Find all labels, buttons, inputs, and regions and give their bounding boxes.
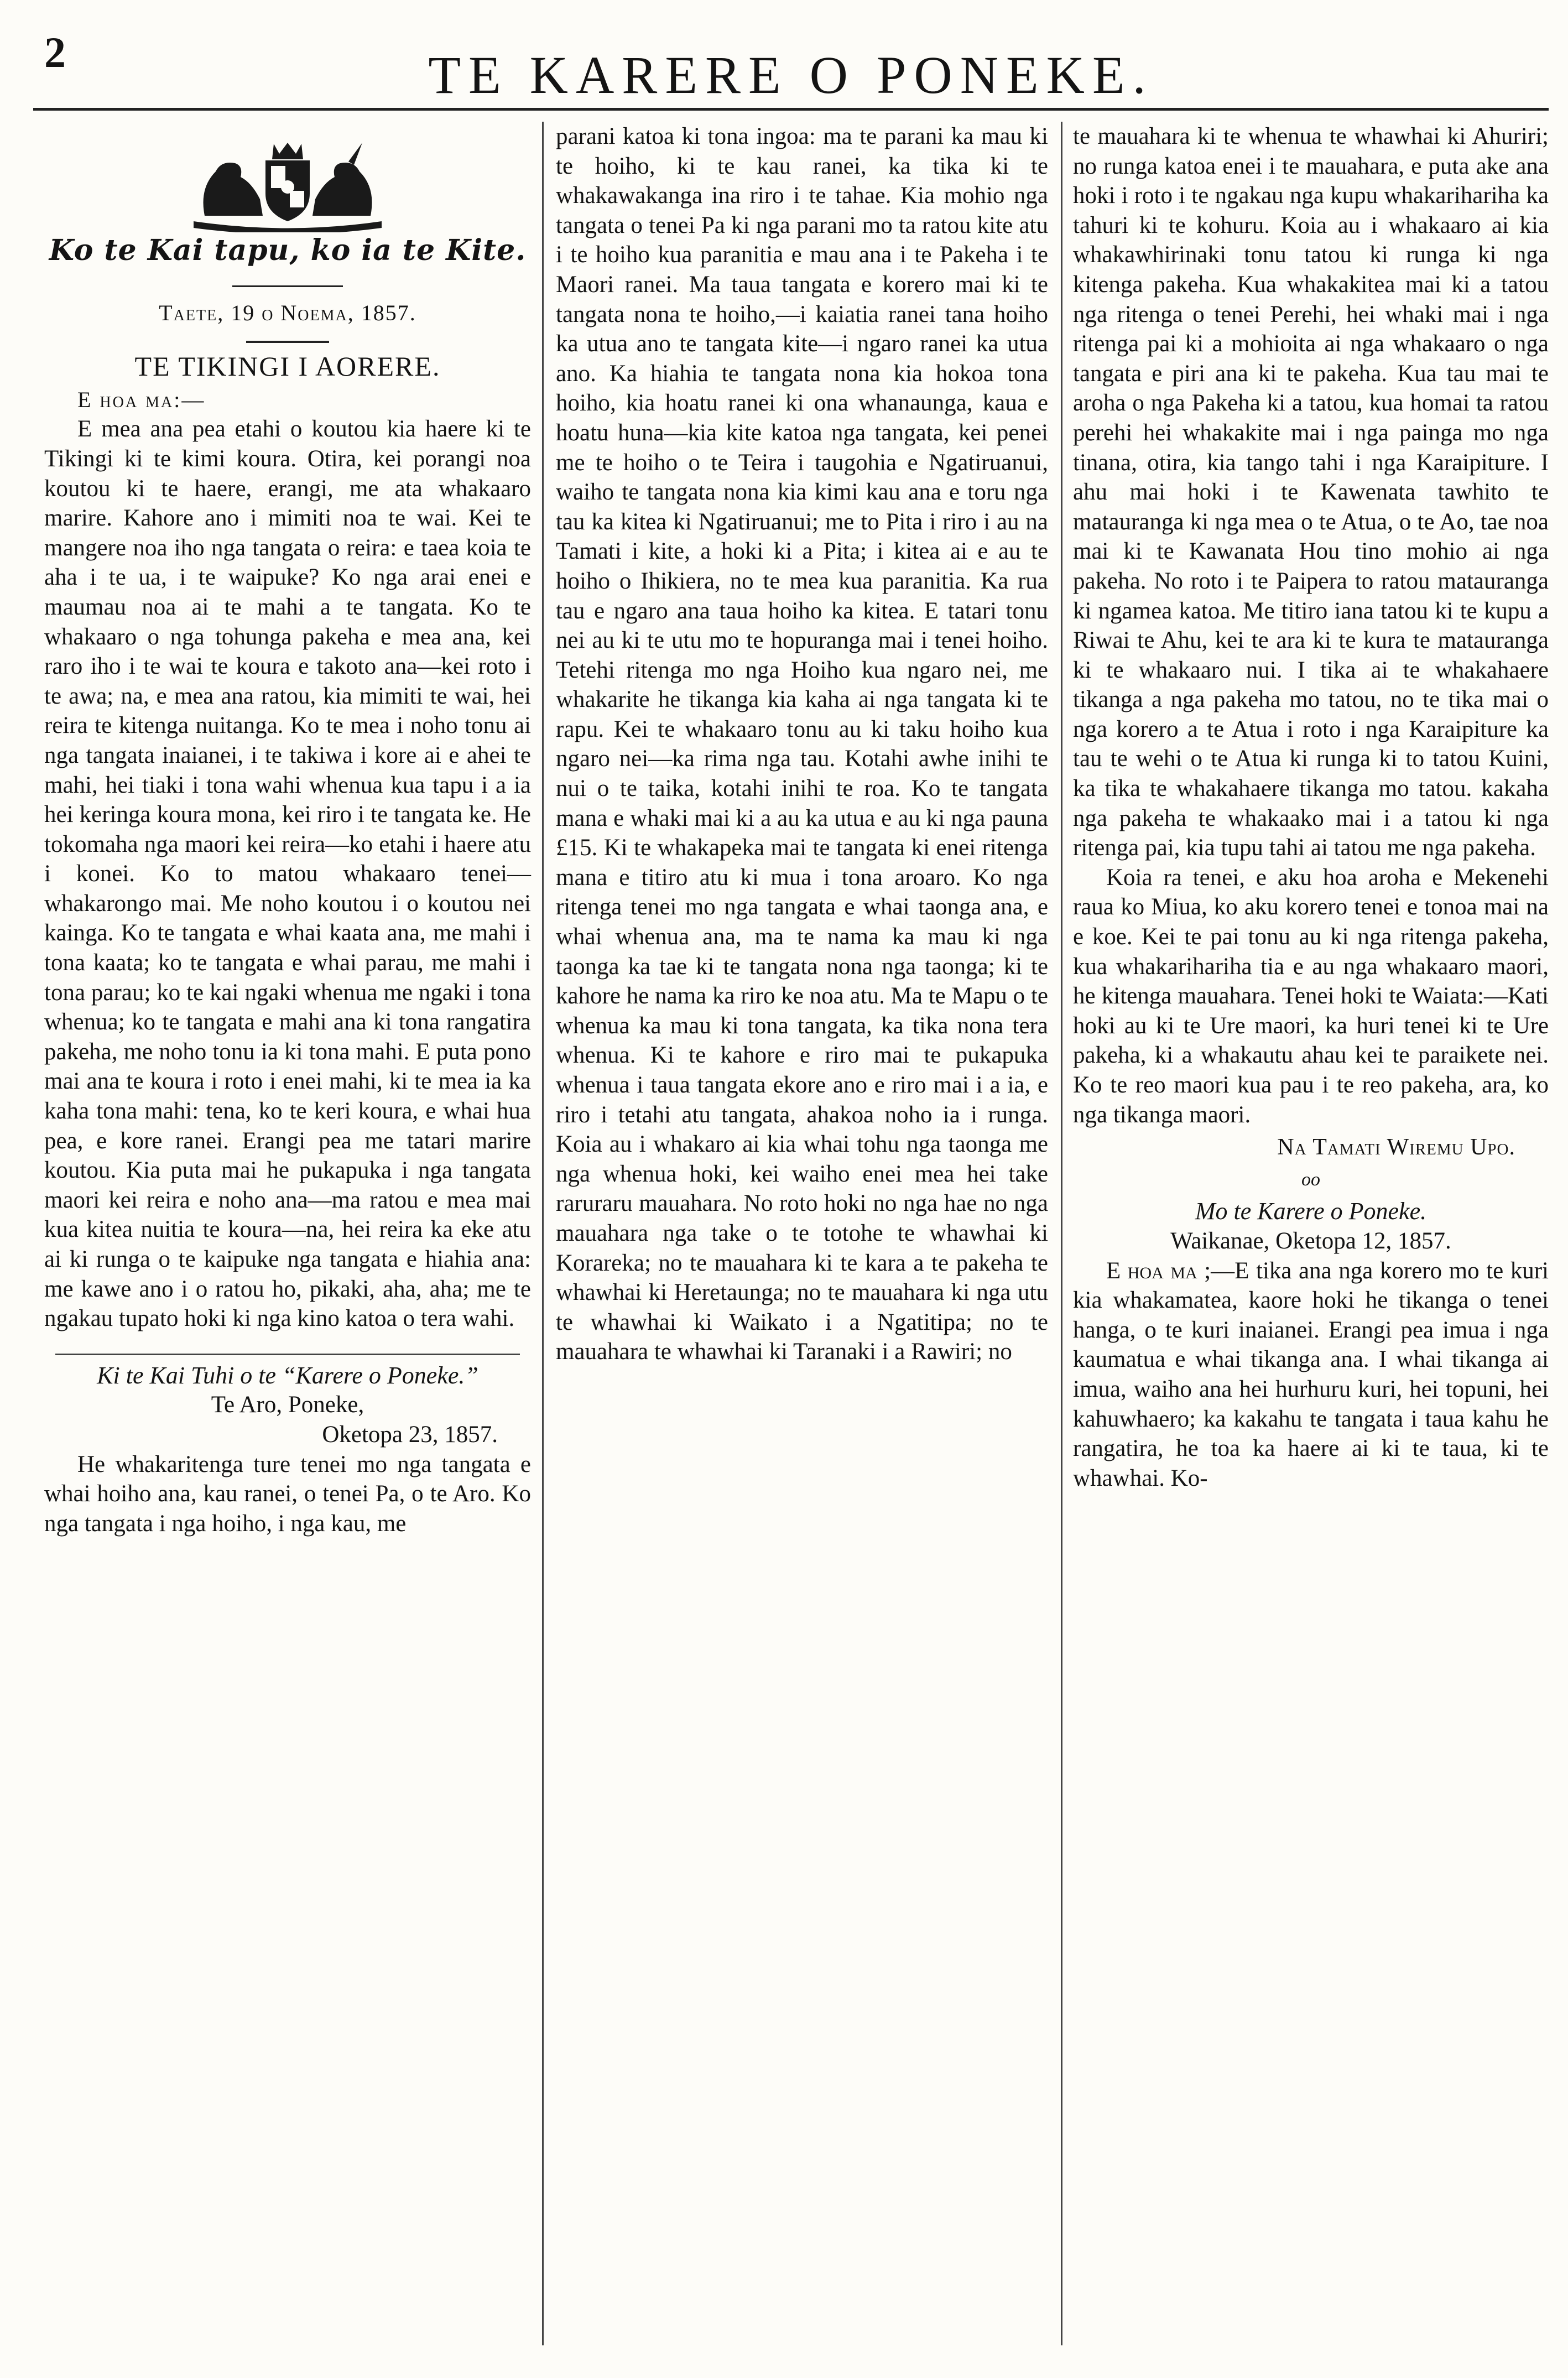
dateline: Taete, 19 o Noema, 1857.	[159, 300, 416, 325]
masthead	[33, 17, 1549, 105]
salutation: E hoa ma ;—	[1106, 1257, 1235, 1284]
column-3	[1073, 122, 1549, 2367]
article-body-closing: Koia ra tenei, e aku hoa aroha e Mekenehi raua ko Miua, ko aku korero tenei e tonoa mai na e koe. Kei te pai tonu au ki nga ritenga pakeha, kua whakarihariha tia e au nga whakaaro maori, he kitenga mauahara. Tenei hoki te Waiata:—Kati hoki au ki te Ure maori, ka huri tenei ki te Ure pakeha, ki a whakautu ahau kei te paraikete nei. Ko te reo maori kua pau i te reo pakeha, ara, ko nga tikanga maori.	[1073, 864, 1549, 1128]
column-2	[556, 122, 1048, 2367]
column-divider	[542, 122, 544, 2345]
page-number: 2	[44, 28, 66, 76]
letter-heading: Mo te Karere o Poneke.	[1195, 1198, 1427, 1225]
letter-body	[1073, 1256, 1549, 1494]
letter-heading: Ki te Kai Tuhi o te “Karere o Poneke.”	[97, 1361, 478, 1389]
divider	[232, 285, 343, 287]
masthead-rule	[33, 108, 1549, 111]
signature: Na Tamati Wiremu Upo.	[1277, 1135, 1515, 1161]
article-title: TE TIKINGI I AORERE.	[134, 351, 441, 382]
letter-text: E tika ana nga korero mo te kuri kia whakamatea, kaore hoki he tikanga o tenei hanga, o te kuri inaianei. Erangi pea imua i nga kaumatua e whai tikanga ana. I whai tikanga ai imua, waiho ana hei hurhuru kuri, hei topuni, hei kahuwhaero; ka kakahu te tangata i taua kahu he rangatira, he toa ka haere ai ki te taua, ki te whawhai. Ko-	[1073, 1257, 1549, 1491]
article-body-continued: te mauahara ki te whenua te whawhai ki Ahuriri; no runga katoa enei i te mauahara, e puta ake ana hoki i roto i te ngakau nga kupu whakarihariha ka tahuri ki te kohuru. Koia au i whakaaro ai kia whakawhirinaki tonu tatou ki runga ki nga kitenga pakeha. Kua whakakitea mai ki a tatou nga ritenga o tenei Perehi, hei whaki mai i nga ritenga pai ki a mohioita ai nga whakaaro o nga tangata e piri ana ki te pakeha. Kua tau mai te aroha o nga Pakeha ki a tatou, kua homai ta ratou perehi hei whakakite mai i nga painga mo nga tinana, otira, kia tango tahi i nga Karaipiture. I ahu mai hoki i te Kawenata tawhito te matauranga ki nga mea o te Atua, o te Ao, tae noa mai ki te Kawanata Hou tino mohio ai nga pakeha. No roto i te Paipera to ratou matauranga ki ngamea katoa. Me titiro iana tatou ki te kupu a Riwai te Ahu, kei te ara ki te kura te matauranga ki te whakaaro nui. I tika ai te whakahaere tikanga a nga pakeha mo tatou, no te tika mai o nga korero a te Atua i roto i nga Karaipiture ka tau te wehi o te Atua ki runga ki to tatou Kuini, ka tika te whakahaere tikanga mo tatou. kakaha nga pakeha te whakaako mai i a tatou ki nga ritenga pai, kia tupu tahi ai tatou me nga pakeha.	[1073, 123, 1549, 861]
column-1	[44, 122, 531, 2367]
letter-place: Te Aro, Poneke,	[211, 1392, 364, 1418]
section-heading: Ko te Kai tapu, ko ia te Kite.	[49, 233, 527, 267]
separator: oo	[1301, 1169, 1320, 1190]
divider	[55, 1354, 520, 1355]
divider	[246, 341, 329, 343]
coat-of-arms-icon	[183, 138, 393, 232]
column-divider	[1061, 122, 1062, 2345]
royal-crest	[44, 138, 531, 232]
newspaper-page	[33, 17, 1549, 2367]
letter-date: Oketopa 23, 1857.	[322, 1421, 498, 1448]
columns	[33, 122, 1549, 2367]
article-body: E mea ana pea etahi o koutou kia haere ki te Tikingi ki te kimi koura. Otira, kei porangi noa koutou ki te haere, erangi, me ata whakaaro marire. Kahore ano i mimiti noa te wai. Kei te mangere noa iho nga tangata o reira: e taea koia te aha i te ua, i te waipuke? Ko nga arai enei e maumau noa ai te mahi a te tangata. Ko te whakaaro o nga tohunga pakeha e mea ana, kei raro iho i te wai te koura e takoto ana—kei roto i te awa; na, e mea ana ratou, kia mimiti te wai, hei reira te kitenga nuitanga. Ko te mea i noho tonu ai nga tangata inaianei, i te takiwa i kore ai e ahei te mahi, hei tiaki i tona wahi whenua kua tapu i a ia hei keringa koura mona, kei riro i te tangata ke. He tokomaha nga maori kei reira—ko etahi i haere atu i konei. Ko to matou whakaaro tenei—whakarongo mai. Me noho koutou i o koutou nei kainga. Ko te tangata e whai kaata ana, me mahi i tona kaata; ko te tangata e whai parau, me mahi i tona parau; ko te kai ngaki whenua me ngaki i tona whenua; ko te tangata e mahi ana ki tona rangatira pakeha, me noho tonu ia ki tona mahi. E puta pono mai ana te koura i roto i enei mahi, ki te mea ia ka kaha tona mahi: tena, ko te keri koura, e whai hua pea, e kore ranei. Erangi pea me tatari marire koutou. Kia puta mai he pukapuka i nga tangata maori kei reira e noho ana—ma ratou e mea mai kua kitea nuitia te koura—na, hei reira ka eke atu ai ki runga o te kaipuke nga tangata e hiahia ana: me kawe ano i o ratou ho, pikaki, aha, aha; me te ngakau tupato hoki ki nga kino katoa o tera wahi.	[44, 416, 531, 1332]
letter-date: Waikanae, Oketopa 12, 1857.	[1170, 1227, 1451, 1254]
newspaper-title: TE KARERE O PONEKE.	[428, 45, 1154, 105]
salutation: E hoa ma:—	[77, 387, 206, 412]
letter-body: He whakaritenga ture tenei mo nga tangata e whai hoiho ana, kau ranei, o tenei Pa, o te Aro. Ko nga tangata i nga hoiho, i nga kau, me	[44, 1451, 531, 1537]
article-body-continued: parani katoa ki tona ingoa: ma te parani ka mau ki te hoiho, ki te kau ranei, ka tika ki te whakawakanga ina riro i te tahae. Kia mohio nga tangata o tenei Pa ki nga parani mo ta ratou kite atu i te hoiho kua paranitia e mau ana i te Pakeha i te Maori ranei. Ma taua tangata e korero mai ki te tangata nona te hoiho,—i kaiatia ranei tana hoiho ka utua ano te tangata kite—i ngaro ranei ka utua ano. Ka hiahia te tangata nona kia hokoa tona hoiho, kia hoatu ranei ki ona whanaunga, kaua e hoatu huna—kia kite katoa nga tangata, kei penei me te hoiho o te Teira i taugohia e Ngatiruanui, waiho te tangata nona kia kimi kau ana e toru nga tau ka kitea ki Ngatiruanui; me to Pita i riro i au na Tamati i kite, a hoki ki a Pita; i kitea ai e au te hoiho o Ihikiera, no te mea kua paranitia. Ka rua tau e ngaro ana taua hoiho ka kitea. E tatari tonu nei au ki te utu mo te hopuranga mai i tenei hoiho. Tetehi ritenga mo nga Hoiho kua ngaro nei, me whakarite he tikanga kia kaha ai nga tangata ki te rapu. Kei te whakaaro tonu au ki taku hoiho kua ngaro nei—ka rima nga tau. Kotahi awhe inihi te nui o te taika, kotahi inihi te roa. Ko te tangata mana e whaki mai ki a au ka utua e au ki nga pauna £15. Ki te whakapeka mai te tangata ki enei ritenga mana e titiro atu ki mua i tona aroaro. Ko nga ritenga tenei mo nga tangata e whai taonga ana, e whai whenua ana, ma te nama ka mau ki nga taonga ka tae ki te tangata nona nga taonga; ki te kahore he nama ka riro ke noa atu. Ma te Mapu o te whenua ka mau ki tona tangata, ka tika nona tera whenua. Ki te kahore e riro mai te pukapuka whenua i taua tangata ekore ano e riro mai i a ia, e riro i tetahi atu tangata, ahakoa noho ia i runga. Koia au i whakaro ai kia whai tohu nga taonga me nga whenua hoki, kei waiho enei mea hei take raruraru mauahara. No roto hoki no nga hae no nga mauahara nga take o te totohe te whawhai ki Korareka; no te mauahara ki te kara a te pakeha te whawhai ki Heretaunga; no te mauahara ki nga utu te whawhai ki Waikato i a Ngatitipa; no te mauahara te whawhai ki Taranaki i a Rawiri; no	[556, 123, 1048, 1365]
